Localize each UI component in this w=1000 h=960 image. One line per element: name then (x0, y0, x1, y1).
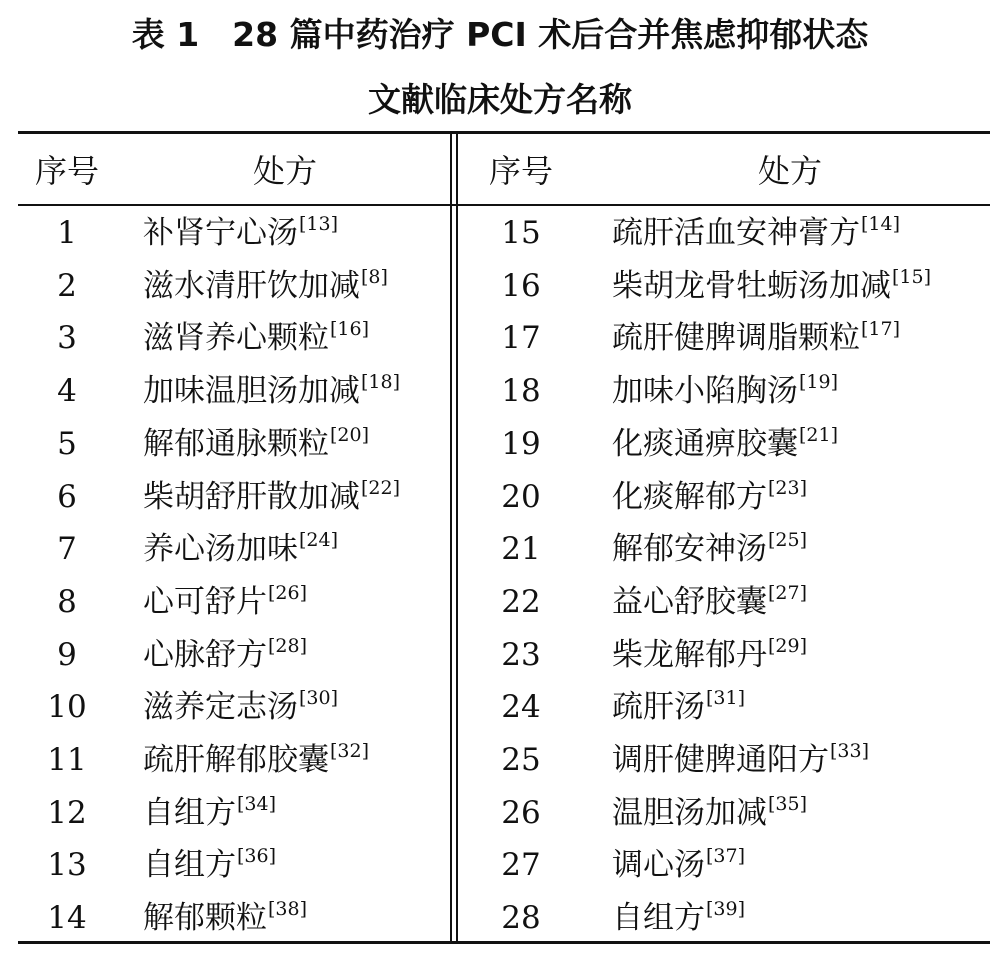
prescription-name: 疏肝汤 (612, 689, 705, 725)
prescription-name: 补肾宁心汤 (143, 215, 298, 251)
citation-ref: [24] (299, 529, 339, 551)
row-number-right: 27 (501, 847, 541, 883)
prescription-cell-left (143, 892, 307, 944)
prescription-name: 化痰通痹胶囊 (612, 426, 798, 462)
citation-ref: [19] (799, 371, 839, 393)
prescription-cell-left (143, 681, 338, 733)
prescription-name: 化痰解郁方 (612, 479, 767, 515)
prescription-cell-left (143, 207, 338, 259)
table-header-rule (18, 204, 990, 206)
prescription-name: 疏肝活血安神膏方 (612, 215, 860, 251)
prescription-name: 调心汤 (612, 847, 705, 883)
header-no-left: 序号 (34, 152, 99, 190)
table-title-line-2: 文献临床处方名称 (368, 80, 632, 119)
header-no-right: 序号 (488, 152, 553, 190)
citation-ref: [32] (330, 740, 370, 762)
citation-ref: [18] (361, 371, 401, 393)
prescription-cell-right (612, 576, 807, 628)
citation-ref: [20] (330, 424, 370, 446)
prescription-cell-left (143, 365, 400, 417)
citation-ref: [13] (299, 213, 339, 235)
citation-ref: [29] (768, 635, 808, 657)
prescription-name: 温胆汤加减 (612, 795, 767, 831)
row-number-left: 10 (47, 689, 87, 725)
table-top-rule (18, 131, 990, 134)
prescription-cell-right (612, 629, 807, 681)
header-rx-left: 处方 (252, 152, 317, 190)
header-rx-right: 处方 (757, 152, 822, 190)
prescription-cell-left (143, 418, 369, 470)
citation-ref: [36] (237, 845, 277, 867)
prescription-name: 疏肝解郁胶囊 (143, 742, 329, 778)
prescription-name: 心可舒片 (143, 584, 267, 620)
prescription-cell-right (612, 260, 931, 312)
prescription-name: 加味温胆汤加减 (143, 373, 360, 409)
row-number-right: 23 (501, 637, 541, 673)
row-number-right: 15 (501, 215, 541, 251)
citation-ref: [26] (268, 582, 308, 604)
prescription-cell-left (143, 260, 388, 312)
row-number-left: 13 (47, 847, 87, 883)
prescription-name: 加味小陷胸汤 (612, 373, 798, 409)
row-number-left: 8 (57, 584, 77, 620)
prescription-cell-left (143, 471, 400, 523)
prescription-cell-right (612, 839, 745, 891)
prescription-name: 解郁通脉颗粒 (143, 426, 329, 462)
citation-ref: [17] (861, 318, 901, 340)
row-number-left: 2 (57, 268, 77, 304)
prescription-name: 益心舒胶囊 (612, 584, 767, 620)
row-number-right: 20 (501, 479, 541, 515)
row-number-left: 1 (57, 215, 77, 251)
prescription-name: 养心汤加味 (143, 531, 298, 567)
table-title-line-1: 表 1 28 篇中药治疗 PCI 术后合并焦虑抑郁状态 (131, 15, 869, 54)
prescription-name: 柴胡龙骨牡蛎汤加减 (612, 268, 891, 304)
row-number-right: 26 (501, 795, 541, 831)
row-number-right: 17 (501, 320, 541, 356)
citation-ref: [30] (299, 687, 339, 709)
prescription-name: 自组方 (143, 847, 236, 883)
prescription-cell-right (612, 365, 838, 417)
prescription-name: 滋养定志汤 (143, 689, 298, 725)
row-number-left: 9 (57, 637, 77, 673)
citation-ref: [15] (892, 266, 932, 288)
prescription-cell-right (612, 734, 869, 786)
prescription-name: 滋肾养心颗粒 (143, 320, 329, 356)
prescription-name: 疏肝健脾调脂颗粒 (612, 320, 860, 356)
prescription-name: 调肝健脾通阳方 (612, 742, 829, 778)
prescription-cell-right (612, 892, 745, 944)
row-number-right: 24 (501, 689, 541, 725)
citation-ref: [34] (237, 793, 277, 815)
prescription-cell-right (612, 207, 900, 259)
prescription-cell-right (612, 681, 745, 733)
prescription-name: 自组方 (612, 900, 705, 936)
prescription-cell-left (143, 576, 307, 628)
prescription-cell-left (143, 629, 307, 681)
row-number-left: 5 (57, 426, 77, 462)
prescription-cell-right (612, 787, 807, 839)
prescription-name: 解郁安神汤 (612, 531, 767, 567)
row-number-right: 22 (501, 584, 541, 620)
citation-ref: [37] (706, 845, 746, 867)
prescription-cell-right (612, 418, 838, 470)
prescription-name: 柴胡舒肝散加减 (143, 479, 360, 515)
row-number-left: 14 (47, 900, 87, 936)
row-number-right: 18 (501, 373, 541, 409)
citation-ref: [35] (768, 793, 808, 815)
row-number-right: 21 (501, 531, 541, 567)
citation-ref: [23] (768, 477, 808, 499)
row-number-right: 16 (501, 268, 541, 304)
prescription-name: 心脉舒方 (143, 637, 267, 673)
citation-ref: [31] (706, 687, 746, 709)
prescription-cell-right (612, 312, 900, 364)
row-number-left: 7 (57, 531, 77, 567)
prescription-cell-left (143, 523, 338, 575)
row-number-left: 3 (57, 320, 77, 356)
row-number-right: 25 (501, 742, 541, 778)
prescription-cell-left (143, 787, 276, 839)
column-divider-left-line (450, 134, 452, 941)
citation-ref: [14] (861, 213, 901, 235)
prescription-name: 解郁颗粒 (143, 900, 267, 936)
prescription-cell-left (143, 312, 369, 364)
citation-ref: [22] (361, 477, 401, 499)
citation-ref: [27] (768, 582, 808, 604)
prescription-cell-right (612, 523, 807, 575)
citation-ref: [25] (768, 529, 808, 551)
prescription-cell-left (143, 839, 276, 891)
prescription-name: 滋水清肝饮加减 (143, 268, 360, 304)
row-number-left: 6 (57, 479, 77, 515)
row-number-left: 4 (57, 373, 77, 409)
prescription-cell-right (612, 471, 807, 523)
row-number-right: 28 (501, 900, 541, 936)
citation-ref: [21] (799, 424, 839, 446)
citation-ref: [28] (268, 635, 308, 657)
column-divider-right-line (456, 134, 458, 941)
prescription-name: 自组方 (143, 795, 236, 831)
prescription-cell-left (143, 734, 369, 786)
row-number-left: 12 (47, 795, 87, 831)
citation-ref: [33] (830, 740, 870, 762)
row-number-right: 19 (501, 426, 541, 462)
citation-ref: [8] (361, 266, 388, 288)
citation-ref: [38] (268, 898, 308, 920)
citation-ref: [39] (706, 898, 746, 920)
citation-ref: [16] (330, 318, 370, 340)
row-number-left: 11 (47, 742, 87, 778)
prescription-name: 柴龙解郁丹 (612, 637, 767, 673)
